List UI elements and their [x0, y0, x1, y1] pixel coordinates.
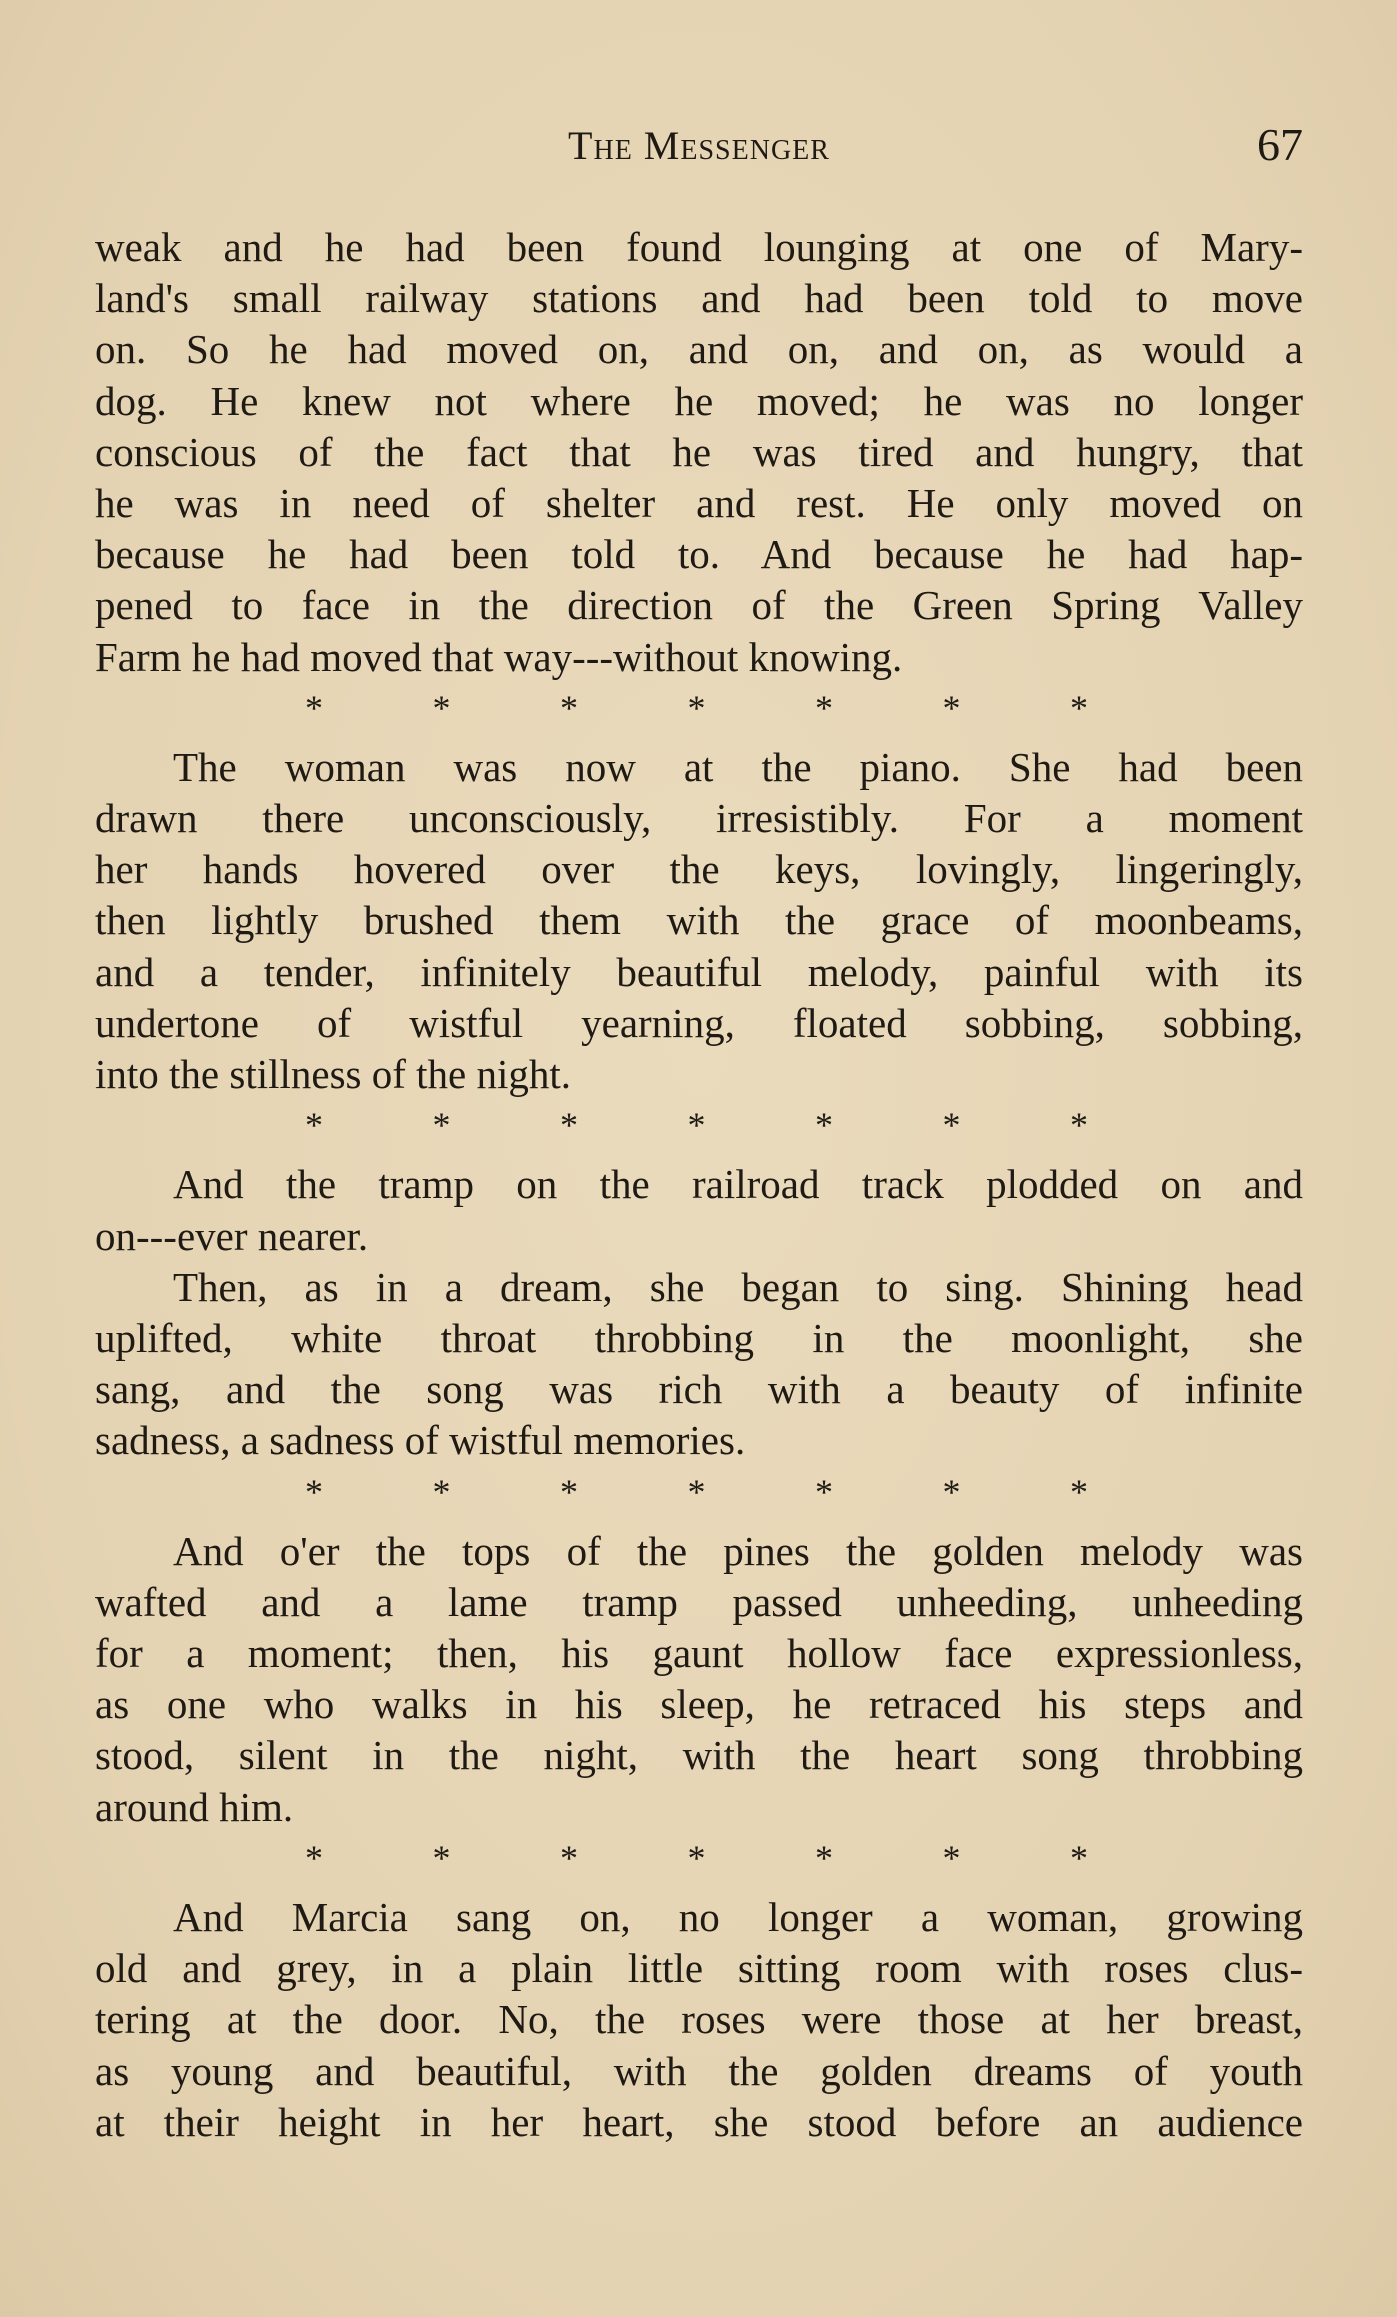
star-mark: *	[687, 1471, 706, 1512]
text-line: wafted and a lame tramp passed unheeding, unheeding	[95, 1578, 1303, 1625]
star-mark: *	[560, 1837, 578, 1878]
text-line: uplifted, white throat throbbing in the moonlight, she	[95, 1314, 1303, 1361]
star-mark: *	[687, 1105, 706, 1146]
star-mark: *	[687, 1837, 706, 1878]
star-mark: *	[432, 1837, 451, 1878]
star-mark: *	[560, 687, 578, 728]
body-text	[95, 222, 1303, 2148]
text-line: for a moment; then, his gaunt hollow face expressionless,	[95, 1630, 1303, 1677]
star-mark: *	[305, 1837, 323, 1878]
running-head	[95, 119, 1303, 182]
text-line: weak and he had been found lounging at one of Mary-	[95, 224, 1303, 270]
star-mark: *	[687, 687, 706, 728]
star-mark: *	[1070, 1471, 1088, 1512]
text-line: drawn there unconsciously, irresistibly. For a moment	[95, 795, 1303, 842]
text-line: as young and beautiful, with the golden dreams of youth	[95, 2047, 1303, 2094]
star-mark: *	[560, 1471, 578, 1512]
star-mark: *	[432, 1471, 451, 1512]
star-mark: *	[1070, 687, 1088, 728]
star-mark: *	[1070, 1105, 1088, 1146]
star-mark: *	[942, 1471, 961, 1512]
text-line: as one who walks in his sleep, he retraced his steps and	[95, 1681, 1303, 1728]
star-mark: *	[815, 687, 833, 728]
text-line: on---ever nearer.	[95, 1212, 369, 1259]
text-line: around him.	[95, 1783, 294, 1830]
text-line: he was in need of shelter and rest. He only moved on	[95, 479, 1303, 526]
text-line: sadness, a sadness of wistful memories.	[95, 1417, 746, 1464]
star-mark: *	[942, 1105, 961, 1146]
star-mark: *	[432, 1105, 451, 1146]
star-mark: *	[815, 1837, 833, 1878]
paragraph-2	[95, 742, 1303, 1100]
section-break	[95, 1467, 1303, 1518]
paragraph-6	[95, 1892, 1303, 2148]
text-line: and a tender, infinitely beautiful melody, painful with its	[95, 948, 1303, 995]
star-mark: *	[1070, 1837, 1088, 1878]
text-line: stood, silent in the night, with the heart song throbbing	[95, 1732, 1303, 1779]
text-line: into the stillness of the night.	[95, 1051, 572, 1097]
text-line: dog. He knew not where he moved; he was no longer	[95, 377, 1303, 424]
paragraph-5	[95, 1526, 1303, 1833]
paragraph-1	[95, 222, 1303, 683]
star-mark: *	[815, 1105, 833, 1146]
text-line: tering at the door. No, the roses were those at her breast,	[95, 1996, 1303, 2043]
text-line: pened to face in the direction of the Green Spring Valley	[95, 582, 1303, 629]
text-line: The woman was now at the piano. She had been	[173, 743, 1303, 790]
star-mark: *	[815, 1471, 833, 1512]
star-mark: *	[942, 1837, 961, 1878]
star-mark: *	[305, 1471, 323, 1512]
text-line: Farm he had moved that way---without knowing.	[95, 633, 903, 680]
section-break	[95, 1100, 1303, 1151]
section-break	[95, 1833, 1303, 1884]
star-mark: *	[432, 687, 451, 728]
text-line: And o'er the tops of the pines the golden melody was	[173, 1527, 1303, 1574]
text-line: And Marcia sang on, no longer a woman, growing	[173, 1894, 1303, 1940]
running-title: The Messenger	[568, 123, 830, 168]
text-line: undertone of wistful yearning, floated sobbing, sobbing,	[95, 999, 1303, 1046]
section-break	[95, 683, 1303, 734]
paragraph-3	[95, 1159, 1303, 1261]
star-mark: *	[305, 687, 323, 728]
text-line: her hands hovered over the keys, lovingly, lingeringly,	[95, 846, 1303, 893]
text-line: old and grey, in a plain little sitting room with roses clus-	[95, 1945, 1303, 1992]
text-line: on. So he had moved on, and on, and on, as would a	[95, 326, 1303, 373]
text-line: sang, and the song was rich with a beauty of infinite	[95, 1366, 1303, 1413]
text-line: land's small railway stations and had been told to move	[95, 275, 1303, 322]
page-number: 67	[1257, 119, 1303, 170]
star-mark: *	[305, 1105, 323, 1146]
text-line: Then, as in a dream, she began to sing. Shining head	[173, 1263, 1303, 1310]
star-mark: *	[560, 1105, 578, 1146]
text-line: then lightly brushed them with the grace of moonbeams,	[95, 897, 1303, 944]
star-mark: *	[942, 687, 961, 728]
text-line: because he had been told to. And because he had hap-	[95, 531, 1303, 578]
text-line: at their height in her heart, she stood before an audience	[95, 2098, 1303, 2145]
text-line: And the tramp on the railroad track plodded on and	[173, 1161, 1303, 1208]
paragraph-4	[95, 1262, 1303, 1467]
text-line: conscious of the fact that he was tired and hungry, that	[95, 428, 1303, 475]
